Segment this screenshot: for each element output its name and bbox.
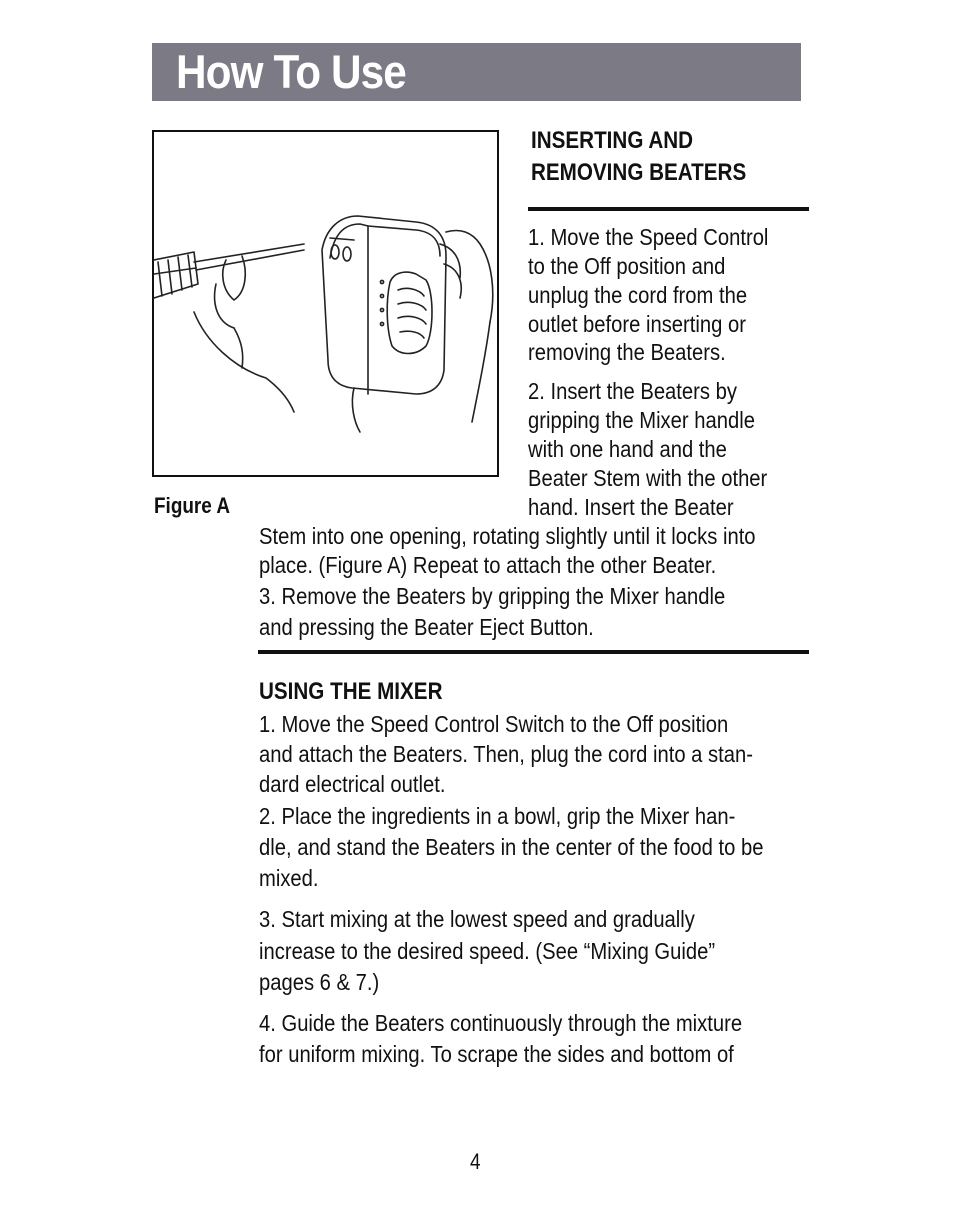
header-bar [152, 43, 801, 101]
text-line: outlet before inserting or [528, 311, 746, 337]
mixer-drawing [154, 132, 497, 475]
text-line: for uniform mixing. To scrape the sides and bottom of [259, 1041, 734, 1067]
section-heading-line: REMOVING BEATERS [531, 159, 747, 186]
text-line: 2. Place the ingredients in a bowl, grip the Mixer han- [259, 803, 736, 829]
text-line: 3. Start mixing at the lowest speed and gradually [259, 906, 695, 932]
text-line: Beater Stem with the other [528, 465, 768, 491]
text-line: unplug the cord from the [528, 282, 748, 308]
text-line: and attach the Beaters. Then, plug the cord into a stan- [259, 741, 753, 767]
text-line: dard electrical outlet. [259, 771, 446, 797]
text-line: and pressing the Beater Eject Button. [259, 614, 594, 640]
text-line: dle, and stand the Beaters in the center of the food to be [259, 834, 764, 860]
text-line: 1. Move the Speed Control [528, 224, 769, 250]
text-line: hand. Insert the Beater [528, 494, 734, 520]
text-line: place. (Figure A) Repeat to attach the other Beater. [259, 552, 717, 578]
figure-a-illustration [152, 130, 499, 477]
text-line: gripping the Mixer handle [528, 407, 755, 433]
page-number: 4 [470, 1149, 481, 1174]
section-heading-line: INSERTING AND [531, 127, 694, 154]
text-line: 2. Insert the Beaters by [528, 378, 737, 404]
section-heading: USING THE MIXER [259, 678, 443, 705]
text-line: 3. Remove the Beaters by gripping the Mixer handle [259, 583, 726, 609]
text-line: mixed. [259, 865, 319, 891]
text-line: 1. Move the Speed Control Switch to the Off position [259, 711, 729, 737]
text-line: removing the Beaters. [528, 339, 726, 365]
text-line: 4. Guide the Beaters continuously through the mixture [259, 1010, 743, 1036]
section-divider [258, 650, 809, 654]
text-line: pages 6 & 7.) [259, 969, 380, 995]
text-line: to the Off position and [528, 253, 726, 279]
figure-caption: Figure A [154, 493, 231, 518]
text-line: with one hand and the [528, 436, 727, 462]
text-line: Stem into one opening, rotating slightly until it locks into [259, 523, 756, 549]
section-divider [528, 207, 809, 211]
page-title: How To Use [176, 45, 406, 98]
text-line: increase to the desired speed. (See “Mixing Guide” [259, 938, 716, 964]
